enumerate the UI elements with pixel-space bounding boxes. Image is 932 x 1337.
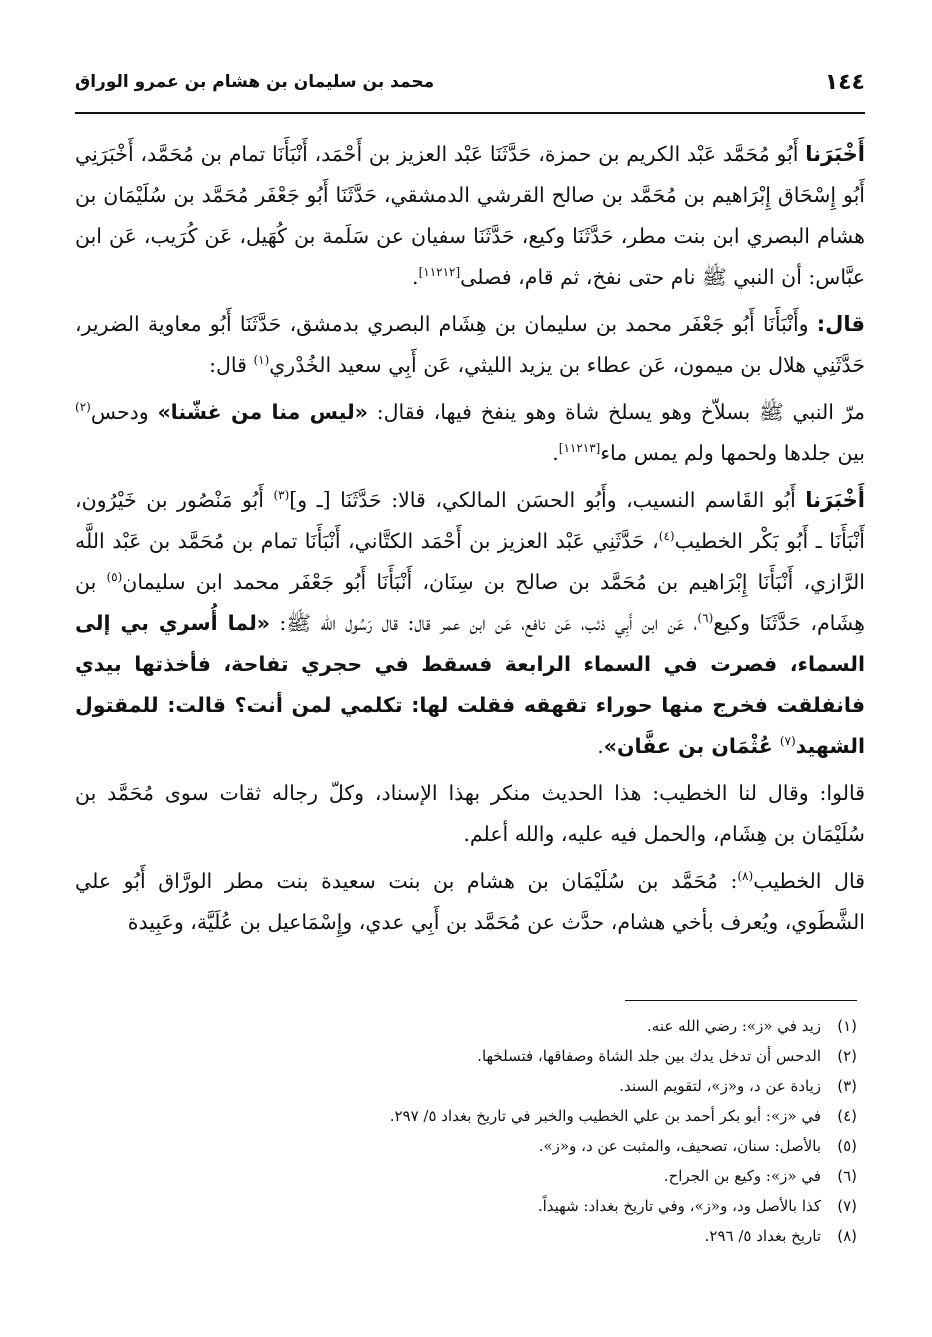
paragraph-1	[75, 134, 865, 298]
paragraph-text: : مُحَمَّد بن سُلَيْمَان بن هشام بن بنت سعيدة بنت مطر الورَّاق أَبُو علي الشَّطَوي، ويُعرف بأخي هشام، حدَّث عن مُحَمَّد بن أَبِي عدي، وإِسْمَاعيل بن عُلَيَّة، وعَبِيدة	[75, 869, 865, 934]
footnote-number: (٤)	[837, 1107, 857, 1125]
hadith-quote-end: عُثْمَان بن عفَّان»	[603, 734, 780, 758]
footnote-item	[67, 1011, 857, 1041]
paragraph-3	[75, 392, 865, 474]
footnote-number: (٥)	[837, 1137, 857, 1155]
footnote-item	[67, 1041, 857, 1071]
footnote-marker: (٢)	[75, 400, 91, 415]
footnote-marker: (٧)	[779, 734, 796, 749]
footnote-item	[67, 1221, 857, 1251]
footnote-marker: (٥)	[106, 570, 123, 585]
hadith-quote: «ليس منا من غشّنا»	[157, 400, 368, 424]
paragraph-6	[75, 861, 865, 943]
paragraph-text: ودحس	[90, 400, 158, 424]
footnote-text: في «ز»: وكيع بن الجراح.	[663, 1167, 821, 1185]
footnote-number: (١)	[837, 1017, 857, 1035]
paragraph-text: قال الخطيب	[753, 869, 865, 893]
paragraph-end: .	[412, 265, 419, 289]
footnote-marker: (١)	[253, 353, 270, 368]
footnote-divider	[625, 1000, 857, 1001]
footnote-marker: (٣)	[273, 488, 290, 503]
paragraph-end: .	[597, 734, 604, 758]
paragraph-end: قال:	[209, 353, 254, 377]
footnote-item	[67, 1071, 857, 1101]
footnote-text: زيد في «ز»: رضي الله عنه.	[647, 1017, 821, 1035]
paragraph-5	[75, 773, 865, 855]
footnote-number: (٣)	[837, 1077, 857, 1095]
footnote-text: زيادة عن د، و«ز»، لتقويم السند.	[619, 1077, 821, 1095]
document-page	[75, 60, 865, 949]
footnote-number: (٦)	[837, 1167, 857, 1185]
paragraph-4	[75, 480, 865, 767]
paragraph-text: بن هِشَام، حَدَّثَنَا وكيع	[75, 570, 865, 635]
hadith-quote: «لما أُسري بي إلى السماء، فصرت في السماء الرابعة فسقط في حجري تفاحة، فأخذتها بيدي فانفلقت فخرج منها حوراء تقهقه فقلت لها: تكلمي لمن أنت؟ قالت: للمقتول الشهيد	[75, 611, 865, 758]
running-title: محمد بن سليمان بن هشام بن عمرو الوراق	[75, 72, 435, 92]
footnote-item	[67, 1161, 857, 1191]
footnote-marker: (٤)	[658, 529, 675, 544]
footnote-number: (٢)	[837, 1047, 857, 1065]
hadith-reference-number: [١١٢١٢]	[418, 265, 461, 280]
paragraph-lead-word: أَخْبَرَنا	[805, 488, 866, 512]
paragraph-text: أَبُو مُحَمَّد عَبْد الكريم بن حمزة، حَدَّثَنَا عَبْد العزيز بن أَحْمَد، أَنْبَأَنَا تمام بن مُحَمَّد، أَخْبَرَنِي أَبُو إِسْحَاق إِبْرَاهيم بن مُحَمَّد بن صالح القرشي الدمشقي، حَدَّثَنَا أَبُو جَعْفَر مُحَمَّد بن سُلَيْمَان بن هشام البصري ابن بنت مطر، حَدَّثَنَا وكيع، حَدَّثَنَا سفيان عن سَلَمة بن كُهَيل، عَن كُرَيب، عَن ابن عبَّاس: أن النبي ﷺ نام حتى نفخ، ثم قام، فصلى	[75, 142, 865, 289]
paragraph-text: مرّ النبي ﷺ بسلاّخ وهو يسلخ شاة وهو ينفخ فيها، فقال:	[367, 400, 865, 424]
hadith-reference-number: [١١٢١٣]	[558, 441, 601, 456]
paragraph-text: أَبُو مَنْصُور بن خَيْرُون، أَنْبَأَنَا ـ أَبُو بَكْر الخطيب	[75, 488, 865, 553]
footnote-list	[67, 1011, 857, 1251]
footnote-number: (٨)	[837, 1227, 857, 1245]
footnote-text: كذا بالأصل ود، و«ز»، وفي تاريخ بغداد: شهيداً.	[537, 1197, 821, 1215]
page-header	[75, 60, 865, 114]
paragraph-text: وأَنْبَأَنَا أَبُو جَعْفَر محمد بن سليمان بن هِشَام البصري بدمشق، حَدَّثَنَا أَبُو معاوية الضرير، حَدَّثَنِي هلال بن ميمون، عَن عطاء بن يزيد الليثي، عَن أَبِي سعيد الخُدْري	[75, 312, 865, 377]
paragraph-end: .	[552, 441, 559, 465]
footnote-text: في «ز»: أبو بكر أحمد بن علي الخطيب والخبر في تاريخ بغداد ٥/ ٢٩٧.	[389, 1107, 821, 1125]
footnote-item	[67, 1191, 857, 1221]
paragraph-text: أَبُو القَاسم النسيب، وأَبُو الحسَن المالكي، قالا: حَدَّثَنَا [ـ و]	[289, 488, 806, 512]
paragraph-lead-word: قال:	[816, 312, 865, 336]
footnote-text: تاريخ بغداد ٥/ ٢٩٦.	[704, 1227, 821, 1245]
footnote-text: الدحس أن تدخل يدك بين جلد الشاة وصفاقها، فتسلخها.	[477, 1047, 821, 1065]
paragraph-text: ، حَدَّثَنِي عَبْد العزيز بن أَحْمَد الكتَّاني، أَنْبَأَنَا تمام بن مُحَمَّد بن عَبْد اللَّه الرَّازي، أَنْبَأَنَا إِبْرَاهيم بن مُحَمَّد بن صالح بن سِنَان، أَنْبَأَنَا أَبُو جَعْفَر محمد ابن سليمان	[75, 529, 866, 594]
paragraph-text: ، عَن ابن أَبِي ذئب، عَن نافع، عَن ابن عمر قال: قال رَسُول الله ﷺ:	[270, 611, 698, 635]
footnotes-section	[67, 1000, 857, 1251]
page-number: ١٤٤	[824, 70, 865, 95]
paragraph-text: قالوا: وقال لنا الخطيب: هذا الحديث منكر بهذا الإسناد، وكلّ رجاله ثقات سوى مُحَمَّد بن سُلَيْمَان بن هِشَام، والحمل فيه عليه، والله أعلم.	[75, 781, 865, 846]
footnote-marker: (٦)	[697, 611, 714, 626]
footnote-text: بالأصل: سنان، تصحيف، والمثبت عن د، و«ز».	[538, 1137, 821, 1155]
footnote-item	[67, 1131, 857, 1161]
paragraph-lead-word: أَخْبَرَنا	[805, 142, 865, 166]
paragraph-2	[75, 304, 865, 386]
footnote-item	[67, 1101, 857, 1131]
main-text	[75, 134, 865, 943]
paragraph-text: بين جلدها ولحمها ولم يمس ماء	[600, 441, 865, 465]
footnote-number: (٧)	[837, 1197, 857, 1215]
footnote-marker: (٨)	[737, 869, 754, 884]
